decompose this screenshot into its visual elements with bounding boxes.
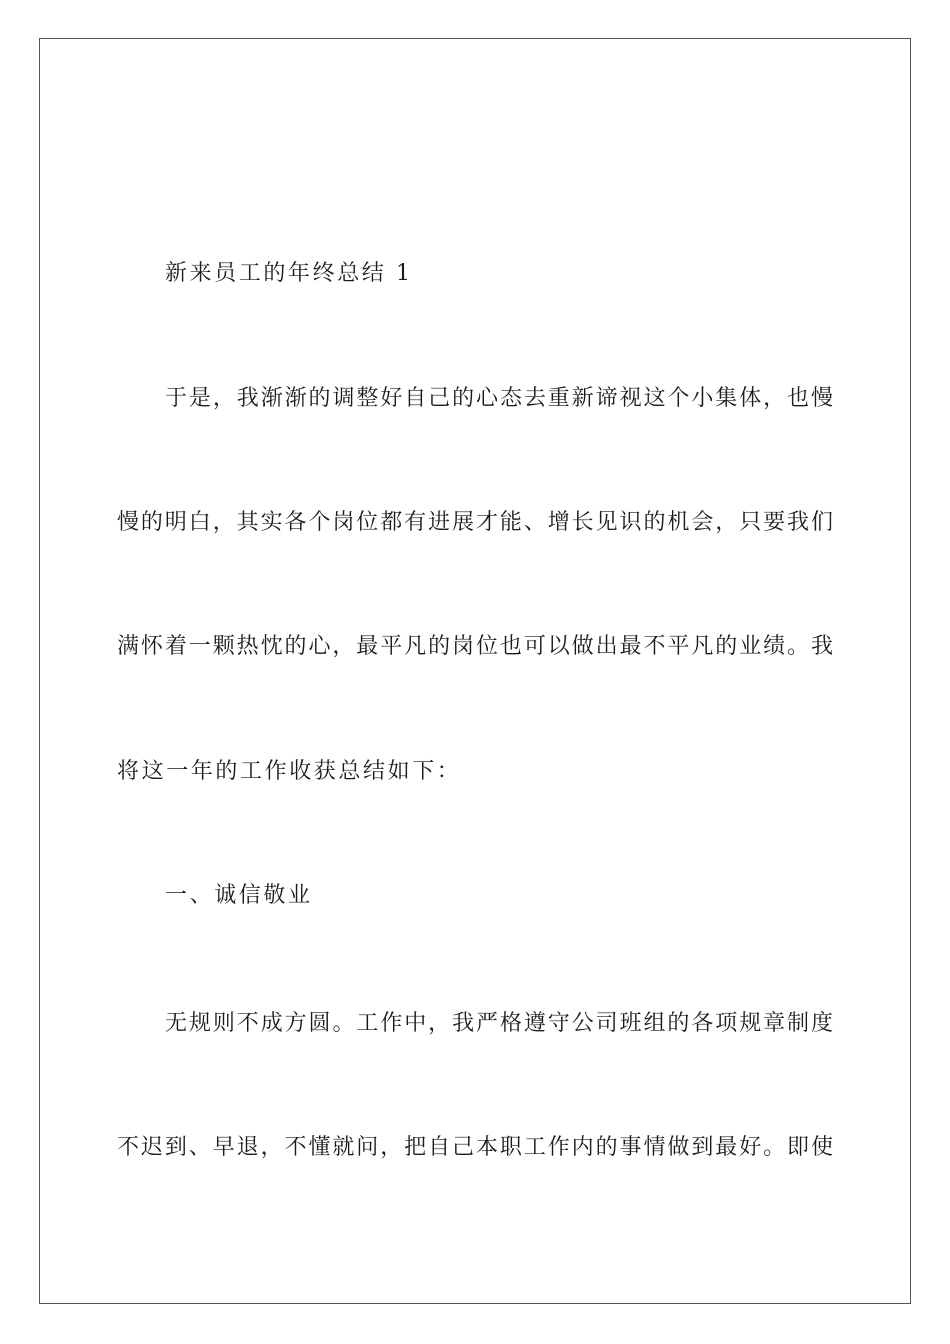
- paragraph-line: 满怀着一颗热忱的心，最平凡的岗位也可以做出最不平凡的业绩。我: [117, 634, 833, 659]
- paragraph-line: 不迟到、早退，不懂就问，把自己本职工作内的事情做到最好。即使: [117, 1135, 833, 1160]
- page-border: [39, 38, 911, 1304]
- paragraph-line: 于是，我渐渐的调整好自己的心态去重新谛视这个小集体，也慢: [165, 386, 833, 411]
- paragraph-line: 无规则不成方圆。工作中，我严格遵守公司班组的各项规章制度: [165, 1011, 833, 1036]
- paragraph-line: 慢的明白，其实各个岗位都有进展才能、增长见识的机会，只要我们: [117, 510, 833, 535]
- section-heading: 一、诚信敬业: [165, 883, 313, 908]
- document-title: 新来员工的年终总结 1: [165, 261, 413, 286]
- paragraph-line: 将这一年的工作收获总结如下：: [117, 759, 462, 784]
